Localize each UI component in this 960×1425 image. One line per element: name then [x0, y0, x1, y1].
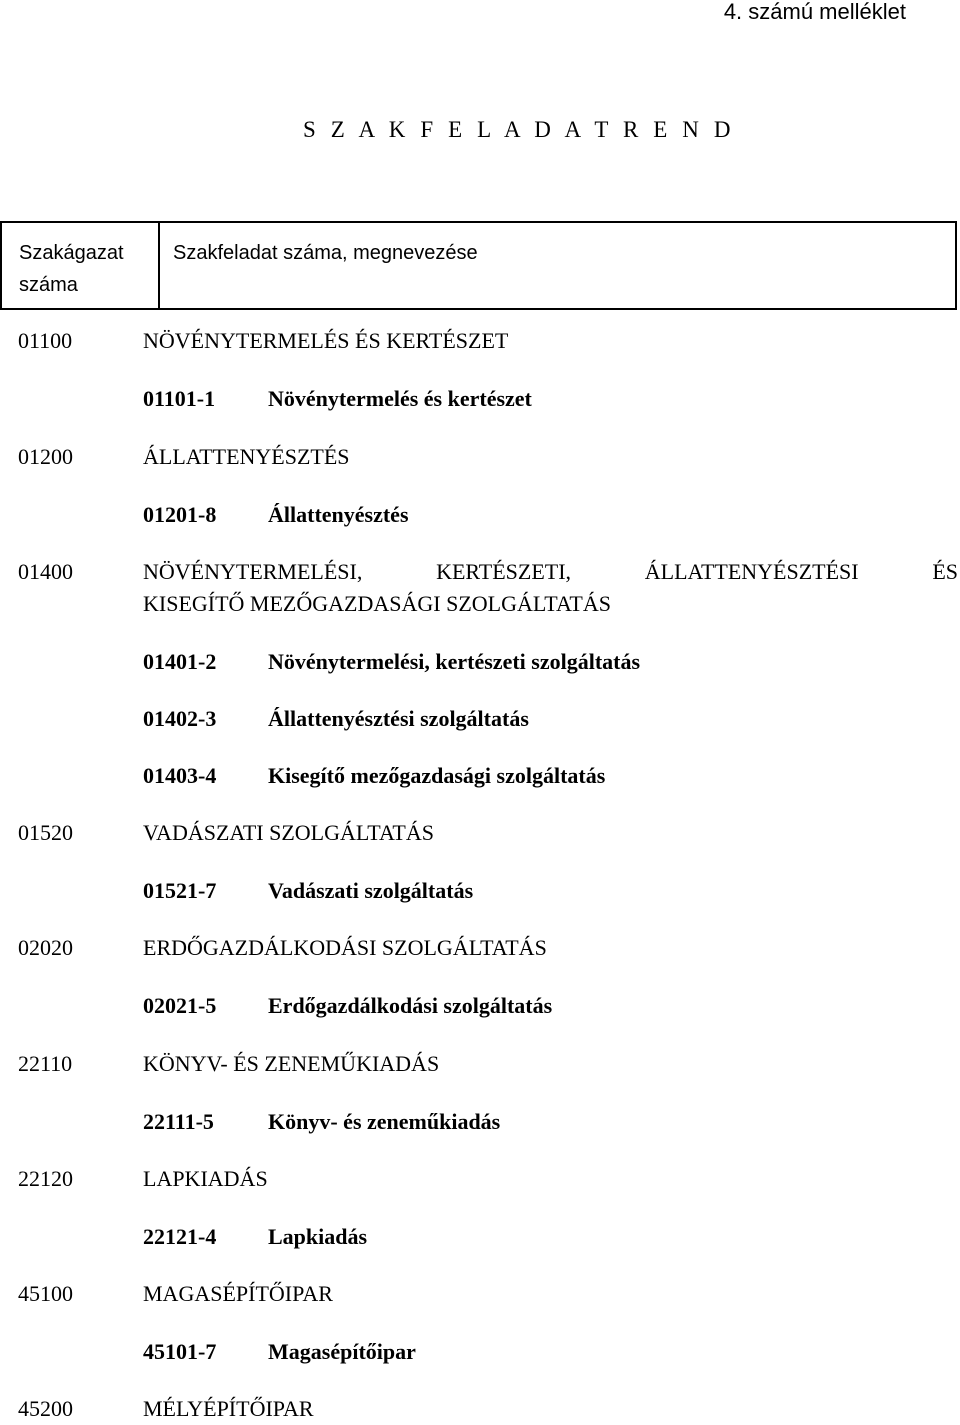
sector-name: NÖVÉNYTERMELÉS ÉS KERTÉSZET — [143, 328, 509, 353]
task-name: Növénytermelés és kertészet — [268, 386, 532, 411]
task-name: Kisegítő mezőgazdasági szolgáltatás — [268, 763, 606, 788]
header-col1-line2: száma — [19, 274, 78, 296]
sector-code: 22110 — [18, 1051, 73, 1076]
task-code: 01521-7 — [143, 878, 217, 903]
task-name: Lapkiadás — [268, 1224, 368, 1249]
task-name: Állattenyésztés — [268, 502, 409, 527]
sector-name: MAGASÉPÍTŐIPAR — [143, 1281, 333, 1306]
sector-code: 01400 — [18, 559, 73, 584]
task-code: 01101-1 — [143, 386, 216, 411]
annex-label: 4. számú melléklet — [723, 0, 906, 24]
sector-code: 02020 — [18, 935, 73, 960]
sector-name: VADÁSZATI SZOLGÁLTATÁS — [143, 820, 434, 845]
sector-code: 01100 — [18, 328, 73, 353]
sector-code: 45200 — [18, 1396, 73, 1421]
sector-name: ÁLLATTENYÉSZTÉS — [143, 444, 350, 469]
task-name: Könyv- és zeneműkiadás — [268, 1109, 501, 1134]
sector-name: ERDŐGAZDÁLKODÁSI SZOLGÁLTATÁS — [143, 935, 547, 960]
header-divider — [158, 223, 160, 308]
sector-code: 22120 — [18, 1166, 73, 1191]
task-name: Magasépítőipar — [268, 1339, 416, 1364]
document-title: S Z A K F E L A D A T R E N D — [303, 117, 736, 142]
sector-code: 45100 — [18, 1281, 73, 1306]
sector-code: 01520 — [18, 820, 73, 845]
sector-name-line1-text: NÖVÉNYTERMELÉSI, KERTÉSZETI, ÁLLATTENYÉSZTÉSI ÉS — [143, 559, 958, 584]
task-code: 01201-8 — [143, 502, 217, 527]
task-name: Vadászati szolgáltatás — [268, 878, 474, 903]
sector-name: LAPKIADÁS — [143, 1166, 268, 1191]
header-col-sector-number — [19, 237, 124, 301]
header-col-task-name: Szakfeladat száma, megnevezése — [173, 242, 478, 264]
sector-name-line1 — [143, 556, 958, 588]
sector-name-line2: KISEGÍTŐ MEZŐGAZDASÁGI SZOLGÁLTATÁS — [143, 591, 611, 616]
sector-name: KÖNYV- ÉS ZENEMŰKIADÁS — [143, 1051, 440, 1076]
task-name: Növénytermelési, kertészeti szolgáltatás — [268, 649, 641, 674]
task-code: 22121-4 — [143, 1224, 217, 1249]
header-col1-line1: Szakágazat — [19, 242, 124, 264]
task-code: 01401-2 — [143, 649, 217, 674]
task-code: 02021-5 — [143, 993, 217, 1018]
sector-name: MÉLYÉPÍTŐIPAR — [143, 1396, 314, 1421]
task-code: 01402-3 — [143, 706, 217, 731]
task-code: 01403-4 — [143, 763, 217, 788]
table-header — [0, 221, 957, 310]
task-name: Állattenyésztési szolgáltatás — [268, 706, 529, 731]
sector-code: 01200 — [18, 444, 73, 469]
task-code: 22111-5 — [143, 1109, 214, 1134]
task-name: Erdőgazdálkodási szolgáltatás — [268, 993, 553, 1018]
task-code: 45101-7 — [143, 1339, 217, 1364]
